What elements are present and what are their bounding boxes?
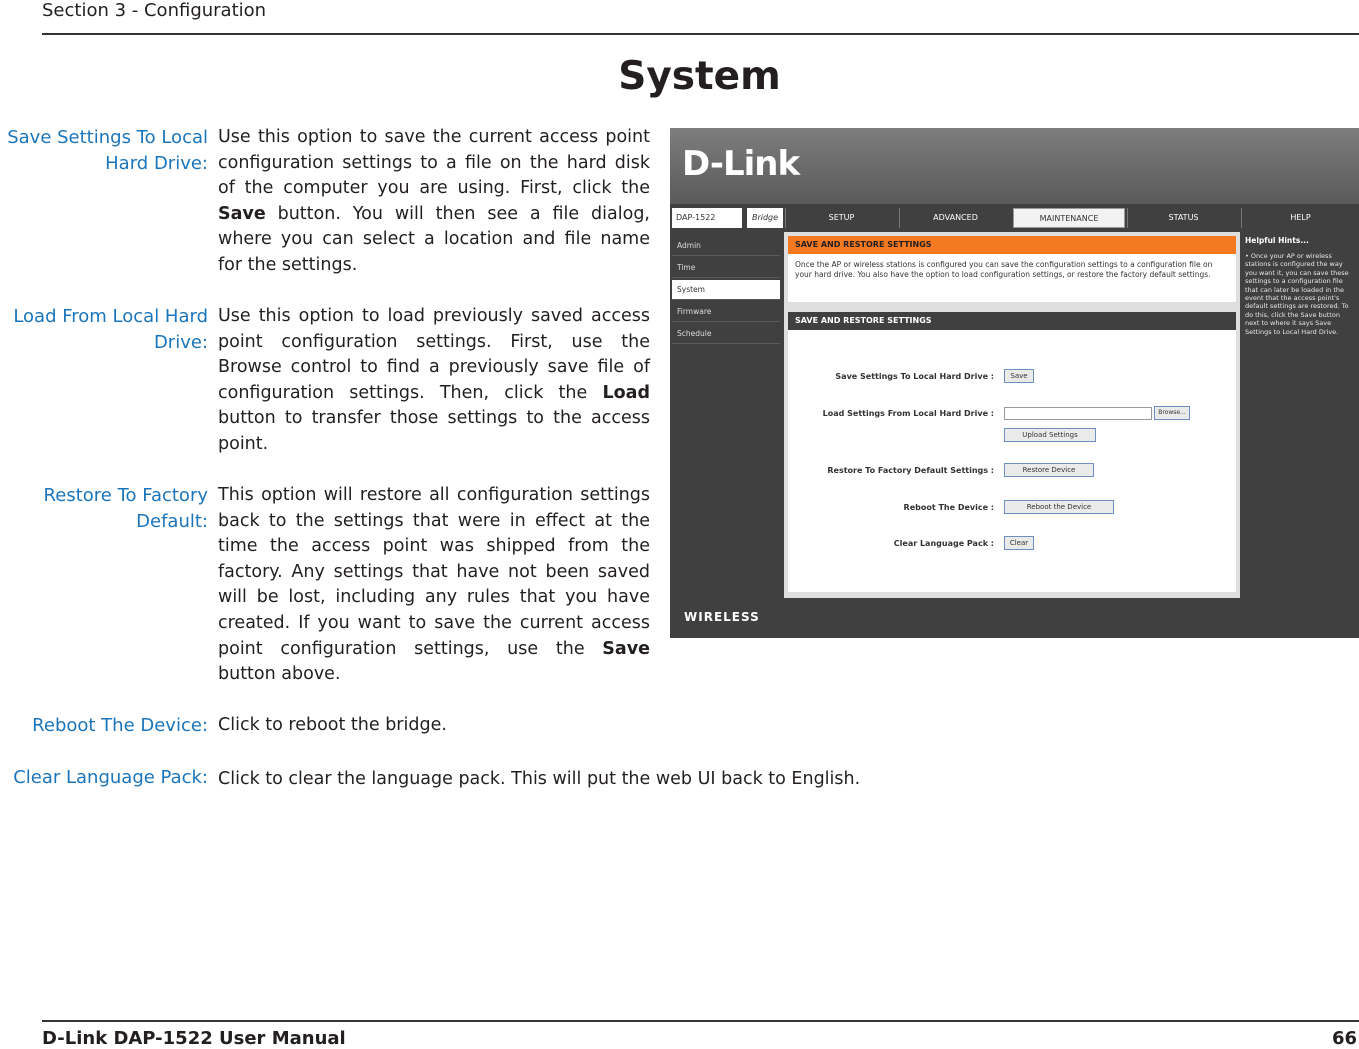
term-save-settings: Save Settings To Local Hard Drive: [7, 127, 208, 174]
dlink-logo: D-Link [682, 144, 800, 184]
footer-divider [42, 1020, 1359, 1022]
reboot-device-button[interactable]: Reboot the Device [1004, 500, 1114, 514]
panel-body-intro [788, 254, 1236, 302]
panel-title-intro: SAVE AND RESTORE SETTINGS [788, 236, 1236, 254]
tab-help[interactable]: HELP [1241, 208, 1359, 228]
tab-setup[interactable]: SETUP [785, 208, 897, 228]
term-restore-default: Restore To Factory Default: [43, 485, 208, 532]
label-save-settings: Save Settings To Local Hard Drive : [835, 372, 994, 381]
brand-bar [670, 128, 1359, 204]
top-divider [42, 33, 1359, 35]
tab-status[interactable]: STATUS [1127, 208, 1239, 228]
label-restore-default: Restore To Factory Default Settings : [827, 466, 994, 475]
save-button[interactable]: Save [1004, 369, 1034, 383]
screenshot-footer [670, 598, 1359, 638]
desc-bold: Save [602, 638, 650, 659]
desc-clear-language: Click to clear the language pack. This will put the web UI back to English. [218, 769, 861, 789]
label-clear-language: Clear Language Pack : [893, 539, 994, 548]
main-content [784, 232, 1240, 598]
desc-text: button to transfer those settings to the access point. [218, 408, 650, 454]
browse-button[interactable]: Browse... [1154, 406, 1190, 420]
help-panel [1242, 232, 1359, 598]
desc-restore-default [218, 483, 650, 688]
desc-save-settings [218, 125, 650, 279]
sidebar [670, 232, 782, 598]
intro-text: Once the AP or wireless stations is configured you can save the configuration settings to a configuration file on your hard drive. You also have the option to load configuration settings, or restore the factory default settings. [795, 260, 1213, 279]
tab-advanced[interactable]: ADVANCED [899, 208, 1011, 228]
upload-settings-button[interactable]: Upload Settings [1004, 428, 1096, 442]
panel-title-settings: SAVE AND RESTORE SETTINGS [788, 312, 1236, 330]
wireless-label: WIRELESS [684, 610, 760, 624]
model-label: DAP-1522 [672, 208, 742, 228]
desc-text: This option will restore all configuration settings back to the settings that were in effect at the time the access point was shipped from the factory. Any settings that have not been saved will be lost, including any rules that you have created. If you want to save the current access point configuration settings, use the [218, 485, 650, 659]
desc-bold: Load [602, 382, 650, 403]
term-reboot-device: Reboot The Device: [32, 715, 208, 736]
section-header: Section 3 - Configuration [42, 0, 267, 21]
mode-label: Bridge [747, 208, 783, 228]
sidebar-item-time[interactable]: Time [672, 258, 780, 278]
desc-reboot-device: Click to reboot the bridge. [218, 715, 447, 735]
desc-text: Use this option to load previously saved access point configuration settings. First, use the Browse control to find a previously save file of configuration settings. Then, click the [218, 306, 650, 403]
router-screenshot [670, 128, 1359, 638]
clear-button[interactable]: Clear [1004, 536, 1034, 550]
desc-text: Use this option to save the current access point configuration settings to a file on the hard disk of the computer you are using. First, click the [218, 127, 650, 199]
help-text: • Once your AP or wireless stations is configured the way you want it, you can save these settings to a configuration file that can later be loaded in the event that the access point's default settings are restored. To do this, click the Save button next to where it says Save Settings to Local Hard Drive. [1245, 252, 1349, 336]
desc-load-settings [218, 304, 650, 458]
desc-bold: Save [218, 203, 266, 224]
file-path-input[interactable] [1004, 407, 1152, 420]
desc-text: button. You will then see a file dialog, where you can select a location and file name for the settings. [218, 203, 650, 275]
sidebar-item-firmware[interactable]: Firmware [672, 302, 780, 322]
sidebar-item-system[interactable]: System [672, 280, 780, 300]
sidebar-item-admin[interactable]: Admin [672, 236, 780, 256]
footer-manual-title: D-Link DAP-1522 User Manual [42, 1028, 346, 1049]
page-number: 66 [1331, 1028, 1357, 1049]
tab-maintenance[interactable]: MAINTENANCE [1013, 208, 1125, 228]
restore-device-button[interactable]: Restore Device [1004, 463, 1094, 477]
term-clear-language: Clear Language Pack: [13, 767, 208, 788]
page-title: System [618, 54, 781, 99]
label-reboot-device: Reboot The Device : [903, 503, 994, 512]
nav-bar [670, 204, 1359, 232]
label-load-settings: Load Settings From Local Hard Drive : [822, 409, 994, 418]
help-title: Helpful Hints... [1245, 236, 1309, 245]
sidebar-item-schedule[interactable]: Schedule [672, 324, 780, 344]
panel-body-settings [788, 330, 1236, 592]
desc-text: button above. [218, 664, 341, 685]
term-load-settings: Load From Local Hard Drive: [13, 306, 208, 353]
